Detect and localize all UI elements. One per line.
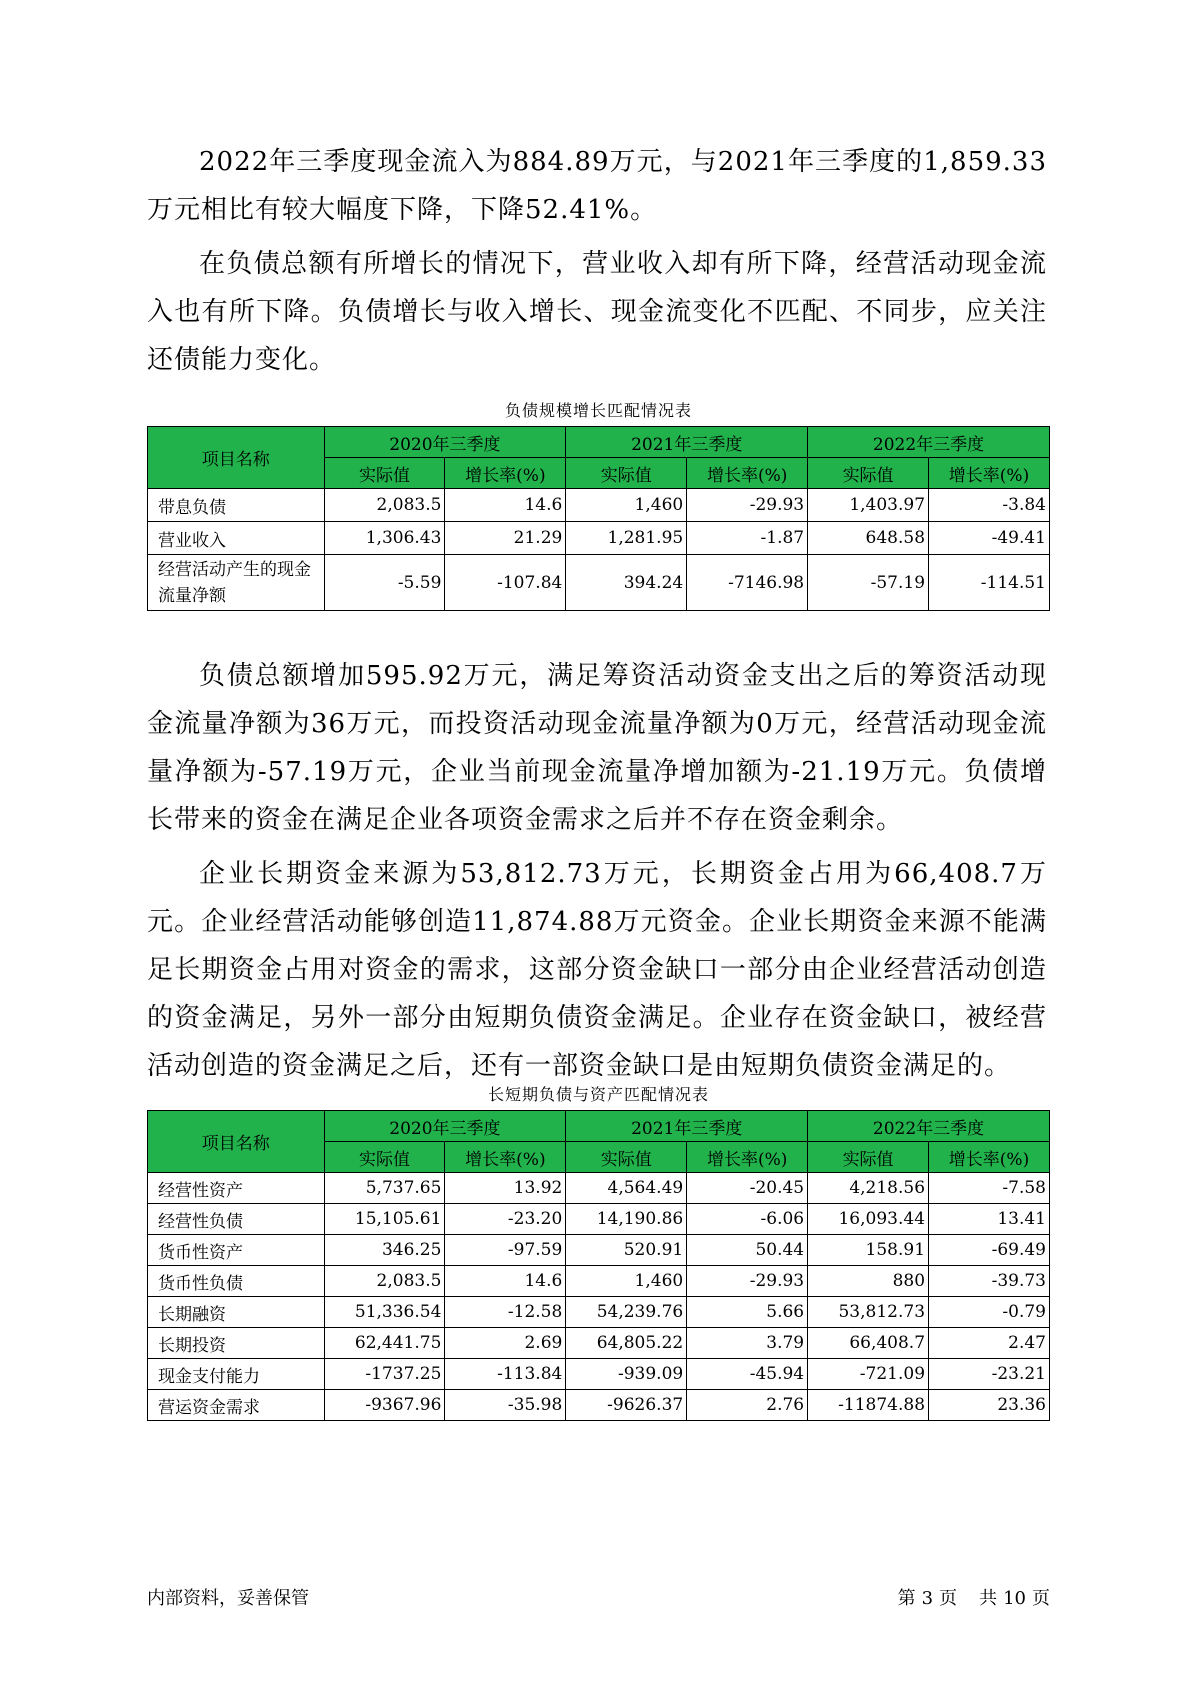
- table-cell: 346.25: [324, 1235, 445, 1266]
- table-cell: 880: [808, 1266, 929, 1297]
- row-label: 货币性资产: [148, 1235, 325, 1266]
- row-label: 带息负债: [148, 489, 325, 522]
- table-cell: -0.79: [929, 1297, 1050, 1328]
- table1-sub-actual: 实际值: [808, 458, 929, 489]
- table2-caption: 长短期负债与资产匹配情况表: [487, 1085, 709, 1104]
- table-cell: 2,083.5: [324, 489, 445, 522]
- table-cell: -5.59: [324, 555, 445, 611]
- table-cell: 648.58: [808, 522, 929, 555]
- table2-sub-actual: 实际值: [566, 1142, 687, 1173]
- table-cell: -3.84: [929, 489, 1050, 522]
- table-cell: -939.09: [566, 1359, 687, 1390]
- table-cell: -11874.88: [808, 1390, 929, 1421]
- table-cell: 15,105.61: [324, 1204, 445, 1235]
- table-cell: -23.20: [445, 1204, 566, 1235]
- row-label: 长期融资: [148, 1297, 325, 1328]
- row-label: 营运资金需求: [148, 1390, 325, 1421]
- table-cell: -39.73: [929, 1266, 1050, 1297]
- table-cell: 520.91: [566, 1235, 687, 1266]
- table1-sub-actual: 实际值: [566, 458, 687, 489]
- table-cell: 50.44: [687, 1235, 808, 1266]
- table-cell: 4,564.49: [566, 1173, 687, 1204]
- table-cell: -49.41: [929, 522, 1050, 555]
- row-label: 营业收入: [148, 522, 325, 555]
- page-label-suffix: 页: [939, 1588, 958, 1609]
- table-cell: -23.21: [929, 1359, 1050, 1390]
- table1-period-2021: 2021年三季度: [566, 427, 808, 458]
- table2-sub-growth: 增长率(%): [687, 1142, 808, 1173]
- table-cell: -1737.25: [324, 1359, 445, 1390]
- table-row: [148, 1173, 1050, 1204]
- table-cell: 1,306.43: [324, 522, 445, 555]
- table-row: [148, 1359, 1050, 1390]
- table-cell: -57.19: [808, 555, 929, 611]
- row-label: 经营性资产: [148, 1173, 325, 1204]
- table-cell: 1,281.95: [566, 522, 687, 555]
- table-row: [148, 1266, 1050, 1297]
- table-cell: 14.6: [445, 489, 566, 522]
- table-cell: -7.58: [929, 1173, 1050, 1204]
- table-cell: 1,460: [566, 1266, 687, 1297]
- paragraph-cash-inflow: 2022年三季度现金流入为884.89万元，与2021年三季度的1,859.33万元相比有较大幅度下降，下降52.41%。: [147, 147, 1047, 225]
- table-cell: 2.76: [687, 1390, 808, 1421]
- table-cell: 1,460: [566, 489, 687, 522]
- paragraph-long-term-funds: 企业长期资金来源为53,812.73万元，长期资金占用为66,408.7万元。企业经营活动能够创造11,874.88万元资金。企业长期资金来源不能满足长期资金占用对资金的需求，这部分资金缺口一部分由企业经营活动创造的资金满足，另外一部分由短期负债资金满足。企业存在资金缺口，被经营活动创造的资金满足之后，还有一部资金缺口是由短期负债资金满足的。: [147, 859, 1047, 1081]
- table-cell: -6.06: [687, 1204, 808, 1235]
- table2-item-header: 项目名称: [148, 1111, 325, 1173]
- page-total: 10: [1003, 1588, 1026, 1609]
- table-cell: -721.09: [808, 1359, 929, 1390]
- table-cell: 2.47: [929, 1328, 1050, 1359]
- table-row: [148, 1328, 1050, 1359]
- table-cell: 2,083.5: [324, 1266, 445, 1297]
- table-cell: -113.84: [445, 1359, 566, 1390]
- table-cell: -29.93: [687, 489, 808, 522]
- table-cell: 23.36: [929, 1390, 1050, 1421]
- table-cell: 54,239.76: [566, 1297, 687, 1328]
- table-cell: 64,805.22: [566, 1328, 687, 1359]
- table1-item-header: 项目名称: [148, 427, 325, 489]
- table-cell: 394.24: [566, 555, 687, 611]
- table-cell: 13.92: [445, 1173, 566, 1204]
- table-cell: -35.98: [445, 1390, 566, 1421]
- table-cell: -29.93: [687, 1266, 808, 1297]
- table1-sub-actual: 实际值: [324, 458, 445, 489]
- debt-scale-table: [147, 426, 1050, 611]
- total-label-prefix: 共: [979, 1588, 998, 1609]
- table2-sub-actual: 实际值: [808, 1142, 929, 1173]
- table-cell: -1.87: [687, 522, 808, 555]
- total-label-suffix: 页: [1032, 1588, 1050, 1609]
- table-row: [148, 555, 1050, 611]
- table-cell: 5,737.65: [324, 1173, 445, 1204]
- table-row: [148, 489, 1050, 522]
- table-cell: -12.58: [445, 1297, 566, 1328]
- table-cell: 1,403.97: [808, 489, 929, 522]
- table-cell: 2.69: [445, 1328, 566, 1359]
- footer-confidential-note: 内部资料，妥善保管: [147, 1588, 309, 1609]
- table1-sub-growth: 增长率(%): [445, 458, 566, 489]
- table-cell: -20.45: [687, 1173, 808, 1204]
- table-cell: 62,441.75: [324, 1328, 445, 1359]
- table2-sub-growth: 增长率(%): [445, 1142, 566, 1173]
- table-cell: 14.6: [445, 1266, 566, 1297]
- table-cell: -9626.37: [566, 1390, 687, 1421]
- paragraph-debt-growth: 在负债总额有所增长的情况下，营业收入却有所下降，经营活动现金流入也有所下降。负债增长与收入增长、现金流变化不匹配、不同步，应关注还债能力变化。: [147, 249, 1047, 375]
- table-cell: -9367.96: [324, 1390, 445, 1421]
- table-cell: -69.49: [929, 1235, 1050, 1266]
- table2-sub-growth: 增长率(%): [929, 1142, 1050, 1173]
- table2-period-2022: 2022年三季度: [808, 1111, 1050, 1142]
- table2-period-2020: 2020年三季度: [324, 1111, 566, 1142]
- row-label: 货币性负债: [148, 1266, 325, 1297]
- table-cell: 158.91: [808, 1235, 929, 1266]
- paragraph-financing: 负债总额增加595.92万元，满足筹资活动资金支出之后的筹资活动现金流量净额为36万元，而投资活动现金流量净额为0万元，经营活动现金流量净额为-57.19万元，企业当前现金流量净增加额为-21.19万元。负债增长带来的资金在满足企业各项资金需求之后并不存在资金剩余。: [147, 661, 1047, 835]
- debt-asset-matching-table: [147, 1110, 1050, 1421]
- table-cell: 3.79: [687, 1328, 808, 1359]
- table-row: [148, 1235, 1050, 1266]
- table2-period-2021: 2021年三季度: [566, 1111, 808, 1142]
- table-cell: 66,408.7: [808, 1328, 929, 1359]
- table1-period-2020: 2020年三季度: [324, 427, 566, 458]
- page-current: 3: [921, 1588, 934, 1609]
- table-row: [148, 1390, 1050, 1421]
- table-cell: -107.84: [445, 555, 566, 611]
- table-cell: -114.51: [929, 555, 1050, 611]
- table-cell: 14,190.86: [566, 1204, 687, 1235]
- table-row: [148, 1297, 1050, 1328]
- table-row: [148, 1204, 1050, 1235]
- table1-period-2022: 2022年三季度: [808, 427, 1050, 458]
- row-label: 经营活动产生的现金流量净额: [148, 555, 325, 611]
- row-label: 长期投资: [148, 1328, 325, 1359]
- row-label: 现金支付能力: [148, 1359, 325, 1390]
- table-cell: 16,093.44: [808, 1204, 929, 1235]
- table1-sub-growth: 增长率(%): [929, 458, 1050, 489]
- table-cell: -97.59: [445, 1235, 566, 1266]
- row-label: 经营性负债: [148, 1204, 325, 1235]
- table-cell: 51,336.54: [324, 1297, 445, 1328]
- table-cell: 21.29: [445, 522, 566, 555]
- table2-sub-actual: 实际值: [324, 1142, 445, 1173]
- table-cell: 13.41: [929, 1204, 1050, 1235]
- table-cell: -7146.98: [687, 555, 808, 611]
- page-label-prefix: 第: [897, 1588, 916, 1609]
- table1-sub-growth: 增长率(%): [687, 458, 808, 489]
- table1-caption: 负债规模增长匹配情况表: [504, 401, 692, 420]
- table-cell: -45.94: [687, 1359, 808, 1390]
- table-cell: 5.66: [687, 1297, 808, 1328]
- footer-page-number: [898, 1584, 1050, 1610]
- table-cell: 4,218.56: [808, 1173, 929, 1204]
- table-row: [148, 522, 1050, 555]
- table-cell: 53,812.73: [808, 1297, 929, 1328]
